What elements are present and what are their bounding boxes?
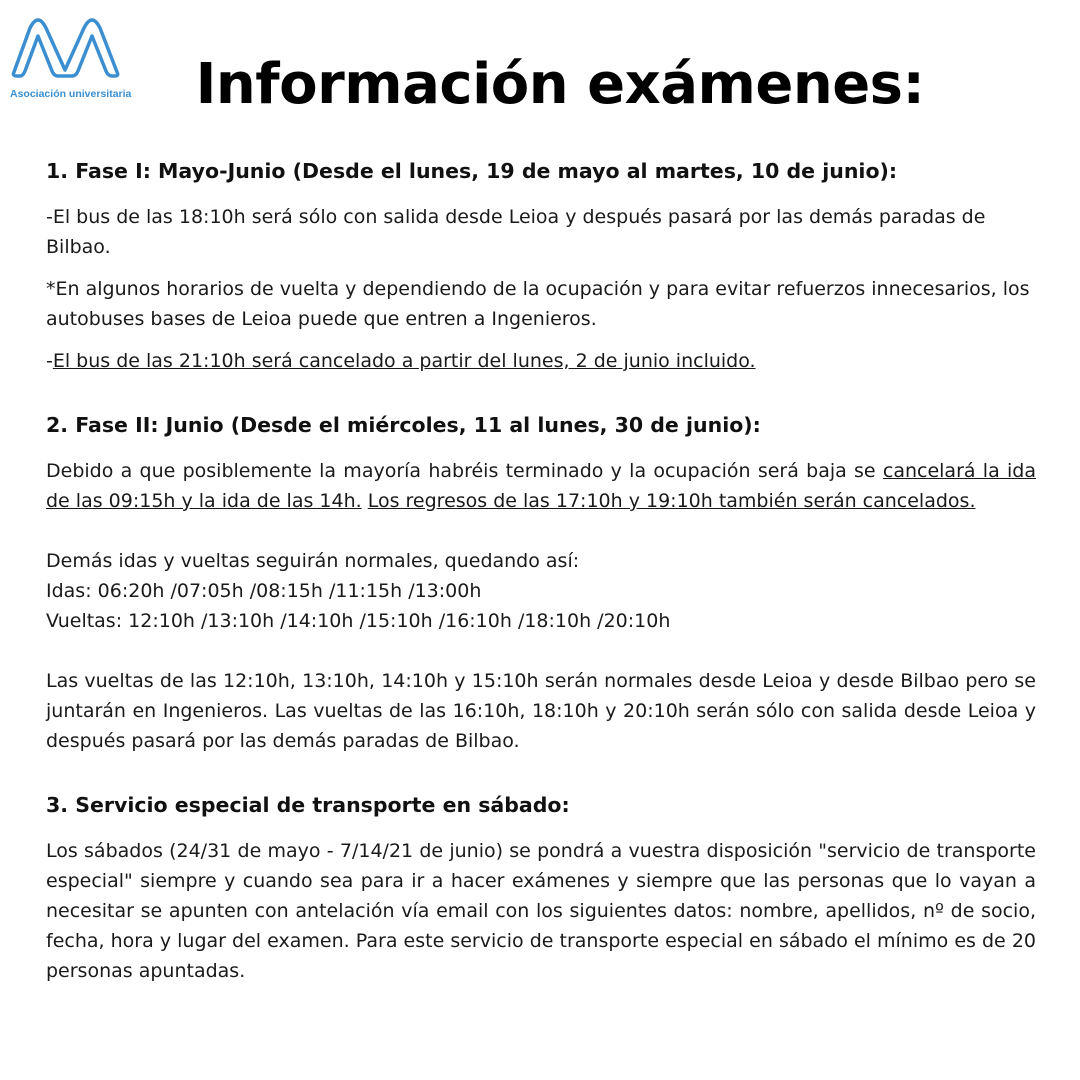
- section-3-heading: 3. Servicio especial de transporte en sábado:: [46, 793, 570, 817]
- section-2-paragraph-1: [46, 456, 1036, 516]
- section-1-paragraph-3: [46, 346, 1036, 376]
- double-m-logo-icon: [8, 16, 122, 84]
- document-body: [46, 152, 1036, 986]
- page-title: Información exámenes:: [195, 52, 925, 117]
- logo-caption: Asociación universitaria: [10, 88, 132, 100]
- section-3-paragraph-1: Los sábados (24/31 de mayo - 7/14/21 de junio) se pondrá a vuestra disposición "servicio de transporte especial" siempre y cuando sea para ir a hacer exámenes y siempre que las personas que lo vayan a necesitar se apunten con antelación vía email con los siguientes datos: nombre, apellidos, nº de socio, fecha, hora y lugar del examen. Para este servicio de transporte especial en sábado el mínimo es de 20 personas apuntadas.: [46, 840, 1036, 982]
- section-2-paragraph-3: Las vueltas de las 12:10h, 13:10h, 14:10h y 15:10h serán normales desde Leioa y desde Bilbao pero se juntarán en Ingenieros. Las vueltas de las 16:10h, 18:10h y 20:10h serán sólo con salida desde Leioa y después pasará por las demás paradas de Bilbao.: [46, 670, 1036, 752]
- section-2-idas-schedule: Idas: 06:20h /07:05h /08:15h /11:15h /13:00h: [46, 580, 482, 602]
- section-2-cancellation-notice-2: Los regresos de las 17:10h y 19:10h también serán cancelados.: [367, 490, 976, 512]
- section-2-heading: 2. Fase II: Junio (Desde el miércoles, 11 al lunes, 30 de junio):: [46, 413, 761, 437]
- section-2-paragraph-2: Demás idas y vueltas seguirán normales, quedando así:: [46, 550, 580, 572]
- section-2-paragraph-1-text: Debido a que posiblemente la mayoría habréis terminado y la ocupación será baja se: [46, 460, 883, 482]
- section-1-paragraph-1: -El bus de las 18:10h será sólo con salida desde Leioa y después pasará por las demás paradas de Bilbao.: [46, 206, 986, 258]
- section-1-paragraph-2: *En algunos horarios de vuelta y dependiendo de la ocupación y para evitar refuerzos innecesarios, los autobuses bases de Leioa puede que entren a Ingenieros.: [46, 278, 1030, 330]
- section-2-cancellation-notice-1: cancelará la ida de las 09:15h y la ida de las 14h.: [46, 460, 1036, 512]
- section-2-vueltas-schedule: Vueltas: 12:10h /13:10h /14:10h /15:10h /16:10h /18:10h /20:10h: [46, 610, 671, 632]
- association-logo: [8, 16, 132, 106]
- section-1-cancellation-notice: El bus de las 21:10h será cancelado a partir del lunes, 2 de junio incluido.: [52, 350, 756, 372]
- section-1-heading: 1. Fase I: Mayo-Junio (Desde el lunes, 19 de mayo al martes, 10 de junio):: [46, 159, 898, 183]
- section-1-paragraph-3-prefix: -: [46, 350, 53, 372]
